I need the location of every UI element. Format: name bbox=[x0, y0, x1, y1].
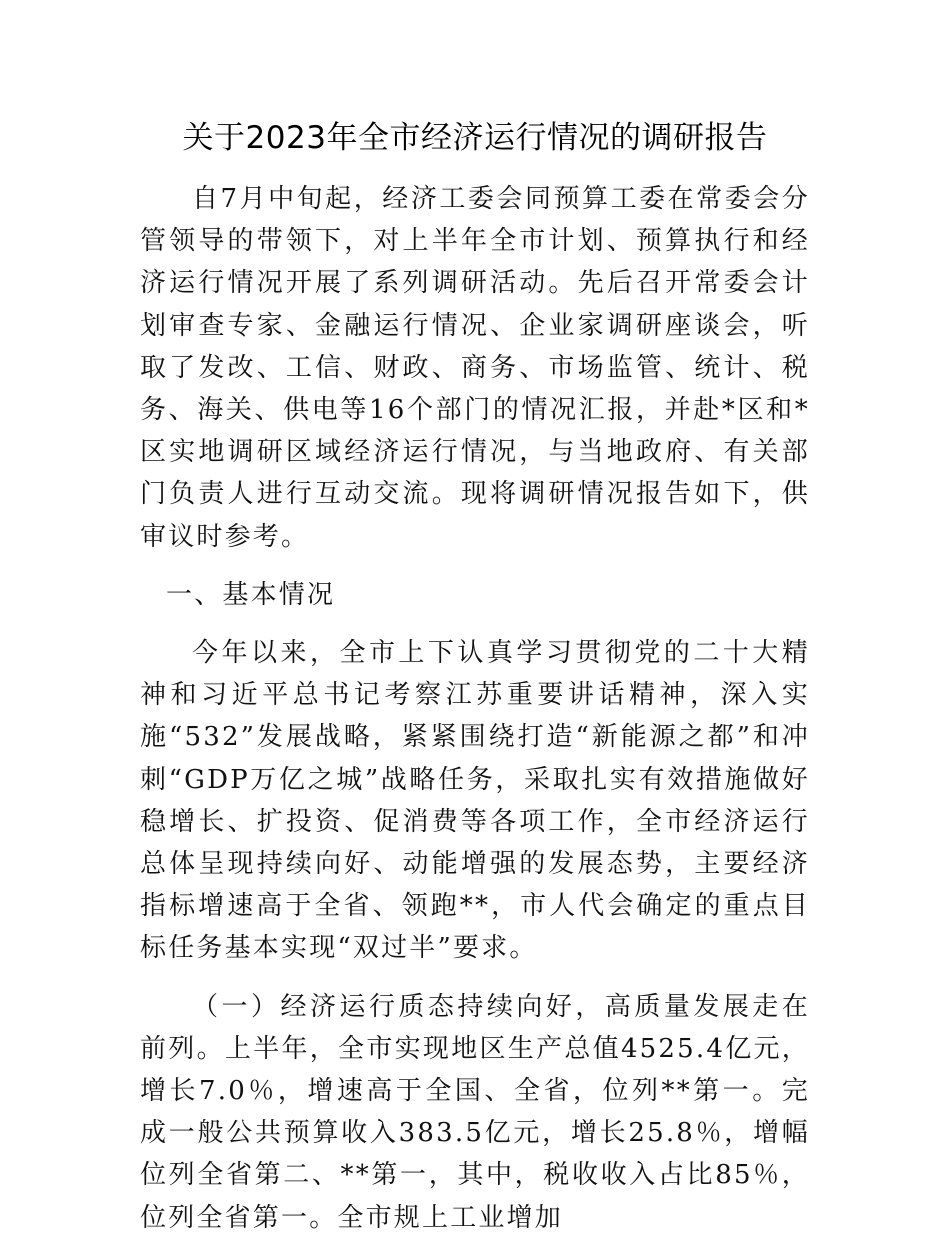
economic-quality-paragraph: （一）经济运行质态持续向好，高质量发展走在前列。上半年，全市实现地区生产总值4525.4亿元，增长7.0％，增速高于全国、全省，位列**第一。完成一般公共预算收入383.5亿元，增长25.8％，增幅位列全省第二、**第一，其中，税收收入占比85％，位列全省第一。全市规上工业增加 bbox=[140, 991, 810, 1233]
section-heading-basic-situation: 一、基本情况 bbox=[166, 579, 336, 610]
basic-situation-paragraph: 今年以来，全市上下认真学习贯彻党的二十大精神和习近平总书记考察江苏重要讲话精神，深入实施“532”发展战略，紧紧围绕打造“新能源之都”和冲刺“GDP万亿之城”战略任务，采取扎实有效措施做好稳增长、扩投资、促消费等各项工作，全市经济运行总体呈现持续向好、动能增强的发展态势，主要经济指标增速高于全省、领跑**，市人代会确定的重点目标任务基本实现“双过半”要求。 bbox=[140, 638, 810, 964]
intro-paragraph: 自7月中旬起，经济工委会同预算工委在常委会分管领导的带领下，对上半年全市计划、预算执行和经济运行情况开展了系列调研活动。先后召开常委会计划审查专家、金融运行情况、企业家调研座谈会，听取了发改、工信、财政、商务、市场监管、统计、税务、海关、供电等16个部门的情况汇报，并赴*区和*区实地调研区域经济运行情况，与当地政府、有关部门负责人进行互动交流。现将调研情况报告如下，供审议时参考。 bbox=[140, 184, 810, 552]
document-title: 关于2023年全市经济运行情况的调研报告 bbox=[182, 120, 768, 156]
